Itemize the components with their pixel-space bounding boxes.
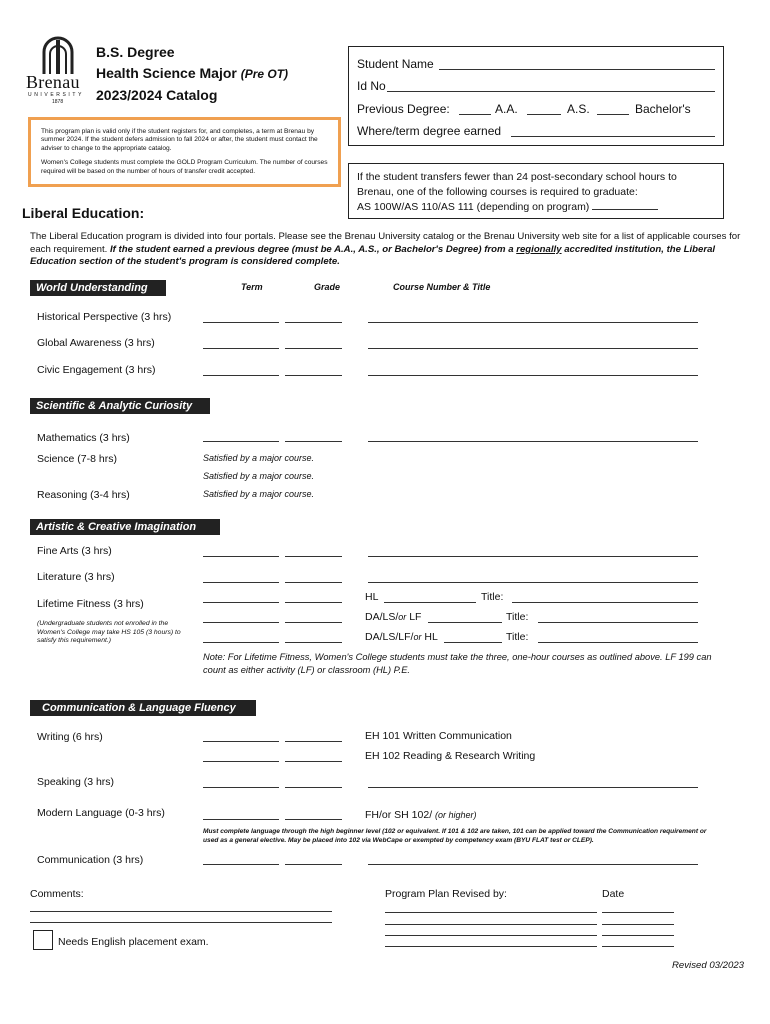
eh102-term[interactable]: [203, 761, 279, 762]
intro-bold-1: If the student earned a previous degree (must be A.A., A.S., or Bachelor's Degree) from a: [110, 243, 514, 255]
revised-by-line-1[interactable]: [385, 912, 597, 913]
title-line2: [96, 63, 288, 85]
fitness-note: (Undergraduate students not enrolled in the Women's College may take HS 105 (3 hours) to satisfy this requirement.): [37, 620, 181, 644]
as-label: A.S.: [567, 102, 590, 116]
transfer-box: [348, 163, 724, 219]
row-lifetime-fitness: Lifetime Fitness (3 hrs): [37, 598, 144, 610]
fine-arts-course[interactable]: [368, 556, 698, 557]
revised-by-line-2[interactable]: [385, 924, 597, 925]
row-global: Global Awareness (3 hrs): [37, 337, 155, 349]
dalslfhl-title-field[interactable]: [538, 642, 698, 643]
math-course[interactable]: [368, 441, 698, 442]
speaking-course[interactable]: [368, 787, 698, 788]
page-title: [96, 42, 288, 106]
hl2-text: HL: [424, 631, 438, 643]
intro-bold-2: accredited institution, the Liberal Education section of the student's program is considered complete.: [30, 243, 716, 267]
logo-text: Brenau: [26, 72, 80, 92]
lf-course-number[interactable]: [428, 622, 502, 623]
dalslfhl-grade[interactable]: [285, 642, 342, 643]
scientific-band: Scientific & Analytic Curiosity: [30, 398, 210, 414]
fitness-note-main: Note: For Lifetime Fitness, Women's College students must take the three, one-hour courses as outlined above. LF 199 can count as either activity (LF) or classroom (HL) P.E.: [203, 652, 712, 675]
fh-text: FH/or SH 102/: [365, 809, 433, 821]
transfer-courses: AS 100W/AS 110/AS 111 (depending on program): [357, 201, 590, 213]
language-grade[interactable]: [285, 819, 342, 820]
dalslf2-text: DA/LS/LF/: [365, 631, 414, 643]
row-historical: Historical Perspective (3 hrs): [37, 311, 172, 323]
id-label: Id No: [357, 79, 386, 93]
dalslf-label: [365, 611, 421, 623]
notice-p2: Women's College students must complete the GOLD Program Curriculum. The number of courses required will be based on the number of hours of transfer credit accepted.: [41, 159, 328, 175]
date-line-3[interactable]: [602, 935, 674, 936]
eh102-course: EH 102 Reading & Research Writing: [365, 750, 536, 762]
fh-suffix: (or higher): [435, 810, 477, 820]
global-grade[interactable]: [285, 348, 342, 349]
as-field[interactable]: [527, 114, 561, 115]
row-fine-arts: Fine Arts (3 hrs): [37, 545, 112, 557]
hl-title-label: Title:: [481, 591, 504, 603]
intro-plain: The Liberal Education program is divided into four portals. Please see the Brenau University catalog or the Brenau University web site for a list of applicable courses for each requirement.: [30, 231, 741, 255]
fine-arts-grade[interactable]: [285, 556, 342, 557]
speaking-term[interactable]: [203, 787, 279, 788]
hl-label: HL: [365, 591, 379, 603]
aa-field[interactable]: [459, 114, 491, 115]
row-communication: Communication (3 hrs): [37, 854, 144, 866]
row-literature: Literature (3 hrs): [37, 571, 115, 583]
date-line-1[interactable]: [602, 912, 674, 913]
transfer-line3: [357, 200, 715, 215]
eh102-grade[interactable]: [285, 761, 342, 762]
date-line-2[interactable]: [602, 924, 674, 925]
lf-text: LF: [409, 611, 422, 623]
literature-grade[interactable]: [285, 582, 342, 583]
literature-course[interactable]: [368, 582, 698, 583]
comments-line-2[interactable]: [30, 922, 332, 923]
notice-box: [28, 117, 341, 187]
science-satisfied-1: Satisfied by a major course.: [203, 453, 315, 463]
civic-grade[interactable]: [285, 375, 342, 376]
dalslfhl-course-number[interactable]: [444, 642, 502, 643]
row-modern-language: Modern Language (0-3 hrs): [37, 807, 165, 819]
liberal-heading: Liberal Education:: [22, 205, 145, 221]
reasoning-satisfied: Satisfied by a major course.: [203, 489, 315, 499]
lf-title-field[interactable]: [538, 622, 698, 623]
hl-grade[interactable]: [285, 602, 342, 603]
dalslfhl-title-label: Title:: [506, 631, 529, 643]
comments-label: Comments:: [30, 888, 84, 900]
where-label: Where/term degree earned: [357, 124, 502, 138]
lf-term[interactable]: [203, 622, 279, 623]
where-field[interactable]: [511, 136, 715, 137]
communication-term[interactable]: [203, 864, 279, 865]
row-mathematics: Mathematics (3 hrs): [37, 432, 130, 444]
title-suffix: (Pre OT): [240, 67, 289, 81]
hl-course-number[interactable]: [384, 602, 476, 603]
col-course: Course Number & Title: [393, 282, 491, 292]
or-text: or: [398, 612, 407, 622]
notice-p1: This program plan is valid only if the student registers for, and completes, a term at Brenau by summer 2024. If the student defers admission to fall 2024 or after, the student must contact the adviser to change to the appropriate catalog.: [41, 128, 318, 152]
revised-by-line-4[interactable]: [385, 946, 597, 947]
comments-line-1[interactable]: [30, 911, 332, 912]
speaking-grade[interactable]: [285, 787, 342, 788]
col-grade: Grade: [314, 282, 341, 292]
bachelors-label: Bachelor's: [635, 102, 691, 116]
historical-term[interactable]: [203, 322, 279, 323]
lf-grade[interactable]: [285, 622, 342, 623]
row-science: Science (7-8 hrs): [37, 453, 117, 465]
col-term: Term: [241, 282, 263, 292]
revised-date: Revised 03/2023: [672, 960, 745, 971]
historical-course[interactable]: [368, 322, 698, 323]
row-reasoning: Reasoning (3-4 hrs): [37, 489, 130, 501]
brenau-logo: [26, 34, 90, 104]
eh101-grade[interactable]: [285, 741, 342, 742]
title-line3: 2023/2024 Catalog: [96, 87, 218, 103]
date-label: Date: [602, 888, 625, 900]
arch-logo-icon: [26, 34, 90, 74]
bachelors-field[interactable]: [597, 114, 629, 115]
dalslfhl-label: [365, 631, 438, 643]
row-speaking: Speaking (3 hrs): [37, 776, 115, 788]
math-grade[interactable]: [285, 441, 342, 442]
intro-bold-underline: regionally: [516, 243, 562, 255]
communication-course[interactable]: [368, 864, 698, 865]
language-course: [365, 809, 477, 821]
title-line1: B.S. Degree: [96, 44, 175, 60]
eh101-course: EH 101 Written Communication: [365, 730, 512, 742]
global-course[interactable]: [368, 348, 698, 349]
logo-sub: UNIVERSITY: [28, 92, 85, 98]
artistic-band: Artistic & Creative Imagination: [30, 519, 220, 535]
literature-term[interactable]: [203, 582, 279, 583]
hl-term[interactable]: [203, 602, 279, 603]
world-band: World Understanding: [30, 280, 166, 296]
communication-grade[interactable]: [285, 864, 342, 865]
civic-term[interactable]: [203, 375, 279, 376]
global-term[interactable]: [203, 348, 279, 349]
placement-label: Needs English placement exam.: [58, 936, 209, 948]
logo-year: 1878: [52, 99, 64, 105]
student-info-box: [348, 46, 724, 146]
fine-arts-term[interactable]: [203, 556, 279, 557]
language-term[interactable]: [203, 819, 279, 820]
revised-by-label: Program Plan Revised by:: [385, 888, 507, 900]
communication-band: Communication & Language Fluency: [30, 700, 256, 716]
language-note: Must complete language through the high beginner level (102 or equivalent. If 101 & 102 are taken, 101 can be applied toward the Communication requirement or used as a general elective. May be placed into 102 via WebCape or exempted by competency exam (BYU FLAT test or CLEP).: [203, 828, 707, 844]
placement-checkbox[interactable]: [33, 930, 53, 950]
historical-grade[interactable]: [285, 322, 342, 323]
dals-text: DA/LS/: [365, 611, 399, 623]
eh101-term[interactable]: [203, 741, 279, 742]
lf-title-label: Title:: [506, 611, 529, 623]
date-line-4[interactable]: [602, 946, 674, 947]
row-writing: Writing (6 hrs): [37, 731, 103, 743]
hl-title-field[interactable]: [512, 602, 698, 603]
aa-label: A.A.: [495, 102, 518, 116]
science-satisfied-2: Satisfied by a major course.: [203, 471, 315, 481]
transfer-line1: If the student transfers fewer than 24 post-secondary school hours to: [357, 171, 677, 183]
id-field[interactable]: [387, 91, 715, 92]
liberal-intro: [30, 231, 742, 269]
transfer-field[interactable]: [592, 209, 658, 210]
prev-degree-label: Previous Degree:: [357, 102, 450, 116]
title-major: Health Science Major: [96, 65, 237, 81]
revised-by-line-3[interactable]: [385, 935, 597, 936]
row-civic: Civic Engagement (3 hrs): [37, 364, 156, 376]
student-name-label: Student Name: [357, 57, 434, 71]
transfer-line2: Brenau, one of the following courses is required to graduate:: [357, 186, 638, 198]
civic-course[interactable]: [368, 375, 698, 376]
or-text-2: or: [413, 632, 422, 642]
dalslfhl-term[interactable]: [203, 642, 279, 643]
math-term[interactable]: [203, 441, 279, 442]
student-name-field[interactable]: [439, 69, 715, 70]
